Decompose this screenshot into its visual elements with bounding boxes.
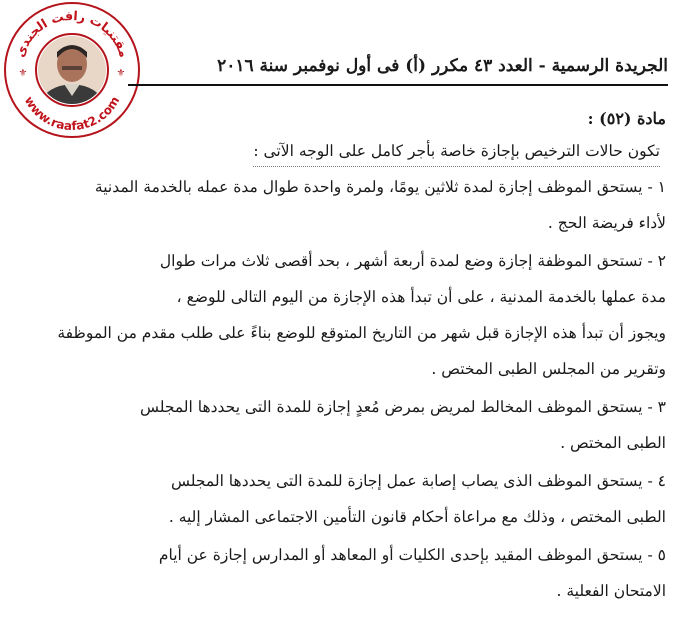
paragraph-line: ويجوز أن تبدأ هذه الإجازة قبل شهر من التاريخ المتوقع للوضع بناءً على طلب مقدم من الموظفة xyxy=(57,324,666,342)
stamp-graphic xyxy=(2,0,142,140)
paragraph-3 xyxy=(12,389,666,461)
paragraph-line: ٥ - يستحق الموظف المقيد بإحدى الكليات أو المعاهد أو المدارس إجازة عن أيام xyxy=(158,546,666,564)
header-title: الجريدة الرسمية - العدد ٤٣ مكرر (أ) فى أول نوفمبر سنة ٢٠١٦ xyxy=(217,56,668,76)
paragraph-line: الامتحان الفعلية . xyxy=(556,582,666,600)
article-intro xyxy=(12,138,666,167)
paragraph-line: الطبى المختص . xyxy=(560,434,666,452)
stamp-lower-text: www.raafat2.com xyxy=(21,93,123,134)
paragraph-line: وتقرير من المجلس الطبى المختص . xyxy=(431,360,666,378)
portrait-photo xyxy=(32,30,112,110)
paragraph-5 xyxy=(12,537,666,609)
paragraph-line: مدة عملها بالخدمة المدنية ، على أن تبدأ هذه الإجازة من اليوم التالى للوضع ، xyxy=(176,288,666,306)
article-body xyxy=(12,138,666,609)
watermark-stamp xyxy=(2,0,142,140)
article-title: مادة (٥٢) : xyxy=(587,109,666,128)
stamp-upper-text: مقتنيات رافت الجندى xyxy=(11,7,133,60)
paragraph-2 xyxy=(12,243,666,387)
paragraph-line: لأداء فريضة الحج . xyxy=(547,214,666,232)
paragraph-1 xyxy=(12,169,666,241)
paragraph-line: الطبى المختص ، وذلك مع مراعاة أحكام قانون التأمين الاجتماعى المشار إليه . xyxy=(168,508,666,526)
fleur-icon-right: ⚜ xyxy=(116,68,126,79)
intro-text: تكون حالات الترخيص بإجازة خاصة بأجر كامل على الوجه الآتى : xyxy=(253,138,660,167)
paragraph-line: ٣ - يستحق الموظف المخالط لمريض بمرض مُعدٍ إجازة للمدة التى يحددها المجلس xyxy=(139,398,666,416)
paragraph-line: ١ - يستحق الموظف إجازة لمدة ثلاثين يومًا، ولمرة واحدة طوال مدة عمله بالخدمة المدنية xyxy=(94,178,666,196)
gazette-header xyxy=(128,48,668,86)
paragraph-line: ٤ - يستحق الموظف الذى يصاب إصابة عمل إجازة للمدة التى يحددها المجلس xyxy=(170,472,666,490)
paragraph-4 xyxy=(12,463,666,535)
paragraph-line: ٢ - تستحق الموظفة إجازة وضع لمدة أربعة أشهر ، بحد أقصى ثلاث مرات طوال xyxy=(159,252,666,270)
fleur-icon-left: ⚜ xyxy=(18,68,28,79)
